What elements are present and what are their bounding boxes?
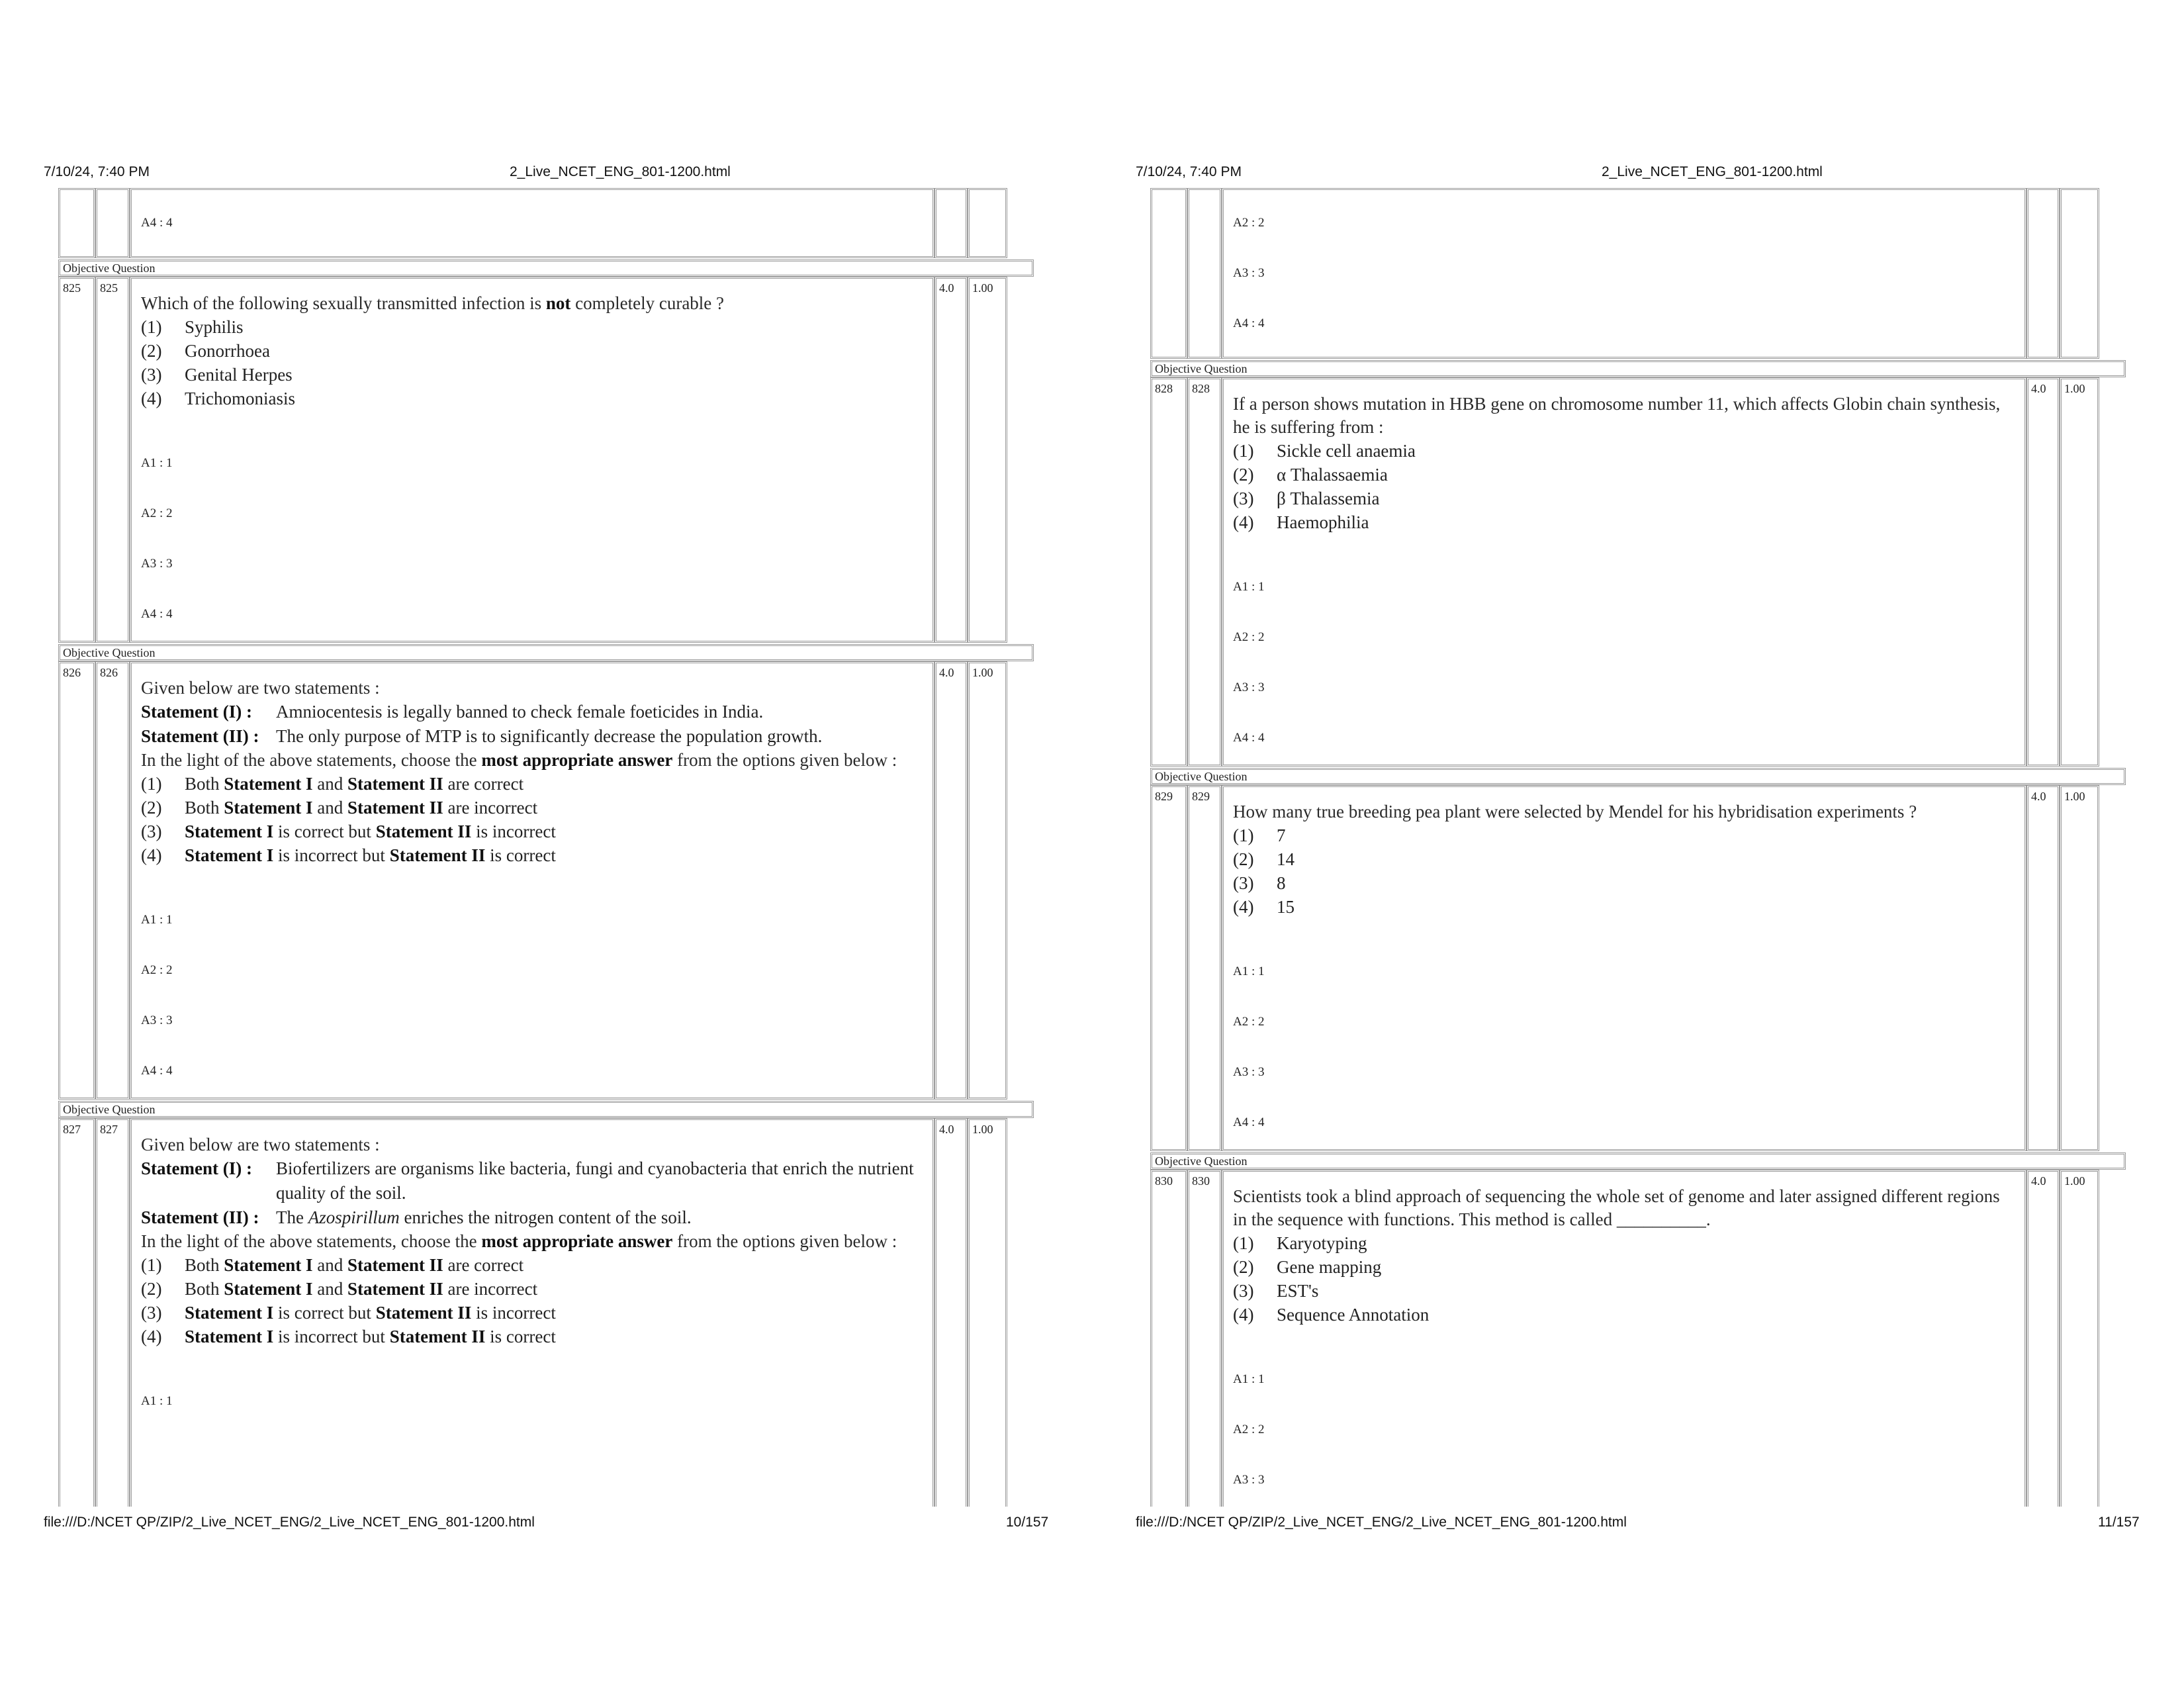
- question-table: [1150, 188, 2126, 1507]
- question-table: [58, 188, 1034, 1507]
- question-type-label: Objective Question: [1150, 360, 2126, 377]
- header-datetime: 7/10/24, 7:40 PM: [44, 164, 150, 179]
- question-id: 830: [1187, 1170, 1222, 1507]
- answer-option: A1 : 1: [1233, 580, 1265, 594]
- option-4: (4) Statement I is incorrect but Statement II is correct: [141, 845, 556, 865]
- question-type-label: Objective Question: [1150, 1152, 2126, 1170]
- answer-option: A4 : 4: [1233, 316, 1265, 330]
- answer-option: A2 : 2: [1233, 1015, 1265, 1029]
- option-2: (2) Gene mapping: [1233, 1257, 1382, 1277]
- footer-page-number: 10/157: [1006, 1515, 1049, 1530]
- answer-option: A1 : 1: [1233, 1372, 1265, 1386]
- answer-option: A2 : 2: [1233, 1423, 1265, 1436]
- marks: 4.0: [2026, 377, 2060, 767]
- option-2: (2) α Thalassaemia: [1233, 465, 1388, 485]
- negative-marks: 1.00: [968, 1118, 1007, 1507]
- answer-option: A4 : 4: [141, 1064, 173, 1078]
- question-text: Scientists took a blind approach of sequencing the whole set of genome and later assigned different regions in the sequence with functions. This method is called __________.: [1233, 1186, 2000, 1229]
- question-number: 827: [58, 1118, 95, 1507]
- question-row-825: [58, 277, 1034, 643]
- answer-option: A2 : 2: [1233, 216, 1265, 230]
- answer-option: A2 : 2: [1233, 630, 1265, 644]
- option-3: (3) β Thalassemia: [1233, 489, 1380, 508]
- question-id: 829: [1187, 785, 1222, 1151]
- carry-over-row: [58, 188, 1034, 258]
- option-2: (2) Both Statement I and Statement II are incorrect: [141, 1279, 538, 1299]
- answer-option: A3 : 3: [141, 1013, 173, 1027]
- question-body: [1222, 1170, 2026, 1507]
- option-2: (2) 14: [1233, 849, 1295, 869]
- question-row-826: [58, 661, 1034, 1100]
- question-type-label: Objective Question: [1150, 768, 2126, 785]
- answer-option: A3 : 3: [1233, 266, 1265, 280]
- question-id: 827: [95, 1118, 130, 1507]
- header-filename: 2_Live_NCET_ENG_801-1200.html: [510, 164, 731, 179]
- option-2: (2) Gonorrhoea: [141, 341, 270, 361]
- answer-option: A3 : 3: [141, 557, 173, 571]
- marks: 4.0: [934, 277, 968, 643]
- question-id: 826: [95, 661, 130, 1100]
- question-number: 828: [1150, 377, 1187, 767]
- question-type-label: Objective Question: [58, 259, 1034, 277]
- question-row-828: [1150, 377, 2126, 767]
- question-body: [130, 277, 934, 643]
- option-4: (4) Haemophilia: [1233, 512, 1369, 532]
- question-intro: Given below are two statements :: [141, 1135, 380, 1154]
- question-body: [1222, 377, 2026, 767]
- statement-2: Statement (II) : The only purpose of MTP is to significantly decrease the population growth.: [141, 726, 823, 746]
- option-3: (3) EST's: [1233, 1281, 1319, 1301]
- question-body: [1222, 785, 2026, 1151]
- option-2: (2) Both Statement I and Statement II are incorrect: [141, 798, 538, 818]
- question-text: If a person shows mutation in HBB gene on chromosome number 11, which affects Globin chain synthesis, he is suffering from :: [1233, 394, 2001, 437]
- marks: 4.0: [934, 1118, 968, 1507]
- option-4: (4) Trichomoniasis: [141, 389, 296, 408]
- instruction-text: In the light of the above statements, choose the most appropriate answer from the options given below :: [141, 1231, 897, 1251]
- option-1: (1) Both Statement I and Statement II are correct: [141, 1255, 524, 1275]
- question-intro: Given below are two statements :: [141, 678, 380, 698]
- answer-option: A4 : 4: [141, 216, 173, 230]
- answer-option: A1 : 1: [141, 456, 173, 470]
- negative-marks: 1.00: [2060, 377, 2099, 767]
- question-number: 825: [58, 277, 95, 643]
- question-body: [130, 1118, 934, 1507]
- header-filename: 2_Live_NCET_ENG_801-1200.html: [1602, 164, 1823, 179]
- question-row-829: [1150, 785, 2126, 1151]
- answer-option: A3 : 3: [1233, 1473, 1265, 1487]
- option-3: (3) Statement I is correct but Statement II is incorrect: [141, 821, 556, 841]
- option-3: (3) Genital Herpes: [141, 365, 293, 385]
- answer-option: A4 : 4: [141, 607, 173, 621]
- marks: 4.0: [2026, 1170, 2060, 1507]
- option-4: (4) 15: [1233, 897, 1295, 917]
- option-4: (4) Sequence Annotation: [1233, 1305, 1430, 1325]
- statement-2: Statement (II) : The Azospirillum enriches the nitrogen content of the soil.: [141, 1207, 692, 1227]
- answer-option: A3 : 3: [1233, 680, 1265, 694]
- right-page: [1092, 0, 2184, 1688]
- question-id: 828: [1187, 377, 1222, 767]
- option-3: (3) Statement I is correct but Statement II is incorrect: [141, 1303, 556, 1323]
- option-1: (1) Both Statement I and Statement II are correct: [141, 774, 524, 794]
- negative-marks: 1.00: [968, 661, 1007, 1100]
- question-row-827: [58, 1118, 1034, 1507]
- marks: 4.0: [2026, 785, 2060, 1151]
- question-number: 826: [58, 661, 95, 1100]
- footer-file-path: file:///D:/NCET QP/ZIP/2_Live_NCET_ENG/2_Live_NCET_ENG_801-1200.html: [44, 1515, 535, 1530]
- option-1: (1) Sickle cell anaemia: [1233, 441, 1416, 461]
- negative-marks: 1.00: [968, 277, 1007, 643]
- question-id: 825: [95, 277, 130, 643]
- option-1: (1) Karyotyping: [1233, 1233, 1367, 1253]
- statement-1: Statement (I) : Biofertilizers are organisms like bacteria, fungi and cyanobacteria that enrich the nutrient quality of the soil.: [141, 1158, 914, 1203]
- negative-marks: 1.00: [2060, 1170, 2099, 1507]
- question-text: Which of the following sexually transmitted infection is not completely curable ?: [141, 293, 725, 313]
- question-body: [130, 661, 934, 1100]
- question-number: 830: [1150, 1170, 1187, 1507]
- question-row-830: [1150, 1170, 2126, 1507]
- option-4: (4) Statement I is incorrect but Statement II is correct: [141, 1327, 556, 1346]
- header-datetime: 7/10/24, 7:40 PM: [1136, 164, 1242, 179]
- question-type-label: Objective Question: [58, 644, 1034, 661]
- answer-option: A1 : 1: [141, 1394, 173, 1408]
- option-1: (1) Syphilis: [141, 317, 244, 337]
- footer-page-number: 11/157: [2098, 1515, 2140, 1530]
- instruction-text: In the light of the above statements, choose the most appropriate answer from the options given below :: [141, 750, 897, 770]
- option-3: (3) 8: [1233, 873, 1286, 893]
- negative-marks: 1.00: [2060, 785, 2099, 1151]
- statement-1: Statement (I) : Amniocentesis is legally banned to check female foeticides in India.: [141, 702, 764, 722]
- answer-option: A4 : 4: [1233, 1115, 1265, 1129]
- question-text: How many true breeding pea plant were selected by Mendel for his hybridisation experiments ?: [1233, 802, 1917, 821]
- answer-option: A1 : 1: [141, 913, 173, 927]
- footer-file-path: file:///D:/NCET QP/ZIP/2_Live_NCET_ENG/2_Live_NCET_ENG_801-1200.html: [1136, 1515, 1627, 1530]
- option-1: (1) 7: [1233, 825, 1286, 845]
- answer-option: A2 : 2: [141, 506, 173, 520]
- answer-option: A3 : 3: [1233, 1065, 1265, 1079]
- marks: 4.0: [934, 661, 968, 1100]
- carry-over-row: [1150, 188, 2126, 359]
- answer-option: A4 : 4: [1233, 731, 1265, 745]
- answer-option: A2 : 2: [141, 963, 173, 977]
- answer-option: A1 : 1: [1233, 964, 1265, 978]
- question-type-label: Objective Question: [58, 1101, 1034, 1118]
- question-number: 829: [1150, 785, 1187, 1151]
